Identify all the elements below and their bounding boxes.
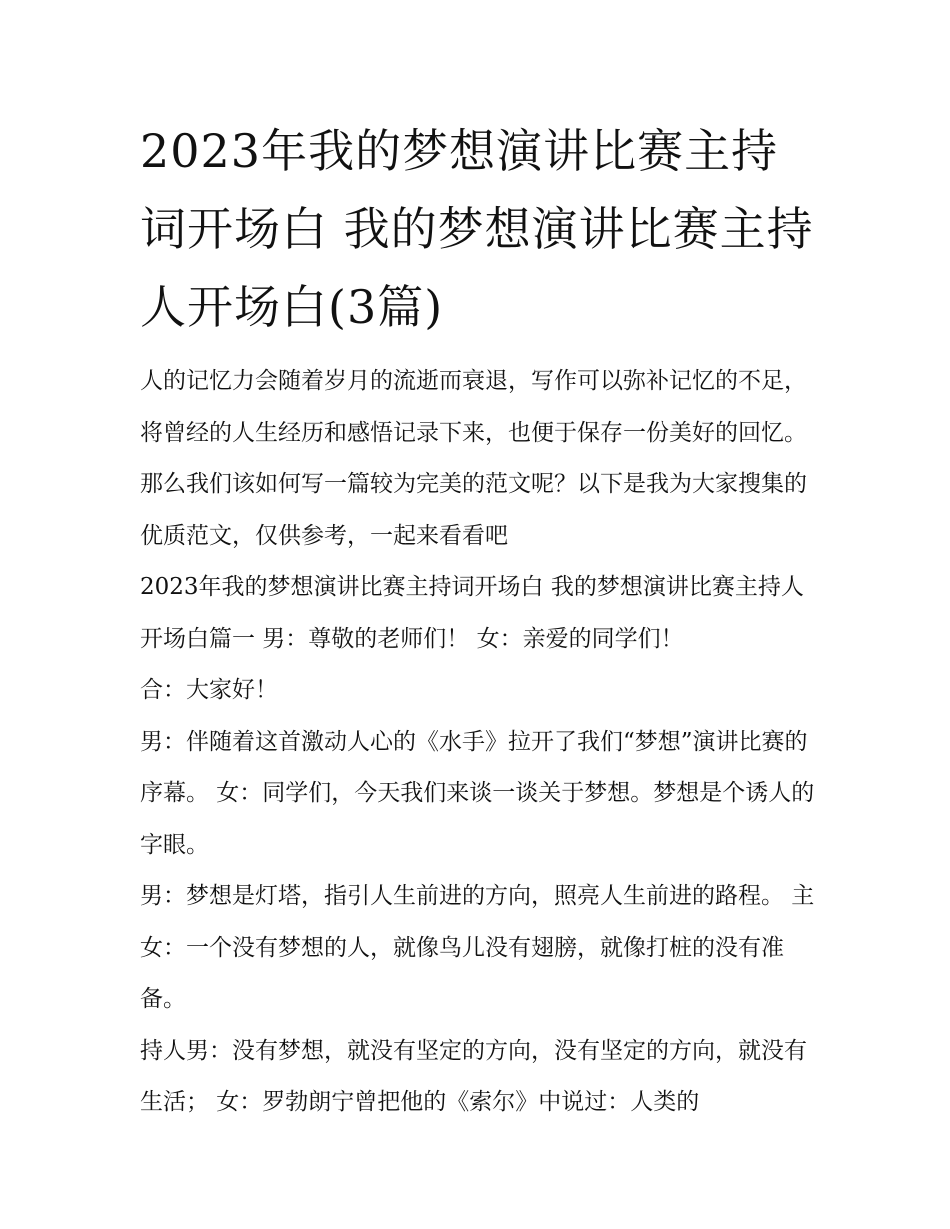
intro-paragraph: 人的记忆力会随着岁月的流逝而衰退，写作可以弥补记忆的不足，将曾经的人生经历和感悟记录下来，也便于保存一份美好的回忆。那么我们该如何写一篇较为完美的范文呢？以下是我为大家搜集的优质范文，仅供参考，一起来看看吧: [140, 368, 807, 549]
body-paragraph: 男：梦想是灯塔，指引人生前进的方向，照亮人生前进的路程。 主女：一个没有梦想的人，就像鸟儿没有翅膀，就像打桩的没有准备。: [140, 883, 815, 1012]
document-title: 2023年我的梦想演讲比赛主持词开场白 我的梦想演讲比赛主持人开场白(3篇): [140, 124, 814, 334]
body-paragraph: 男：伴随着这首激动人心的《水手》拉开了我们“梦想”演讲比赛的序幕。 女：同学们，今天我们来谈一谈关于梦想。梦想是个诱人的字眼。: [140, 728, 815, 858]
body-paragraph: 合：大家好！: [140, 677, 278, 703]
body-paragraph: 持人男：没有梦想，就没有坚定的方向，没有坚定的方向，就没有生活； 女：罗勃朗宁曾把他的《索尔》中说过：人类的: [140, 1037, 807, 1115]
document-page: [140, 112, 820, 1129]
body-paragraph: 2023年我的梦想演讲比赛主持词开场白 我的梦想演讲比赛主持人开场白篇一 男：尊敬的老师们！ 女：亲爱的同学们！: [140, 574, 804, 652]
